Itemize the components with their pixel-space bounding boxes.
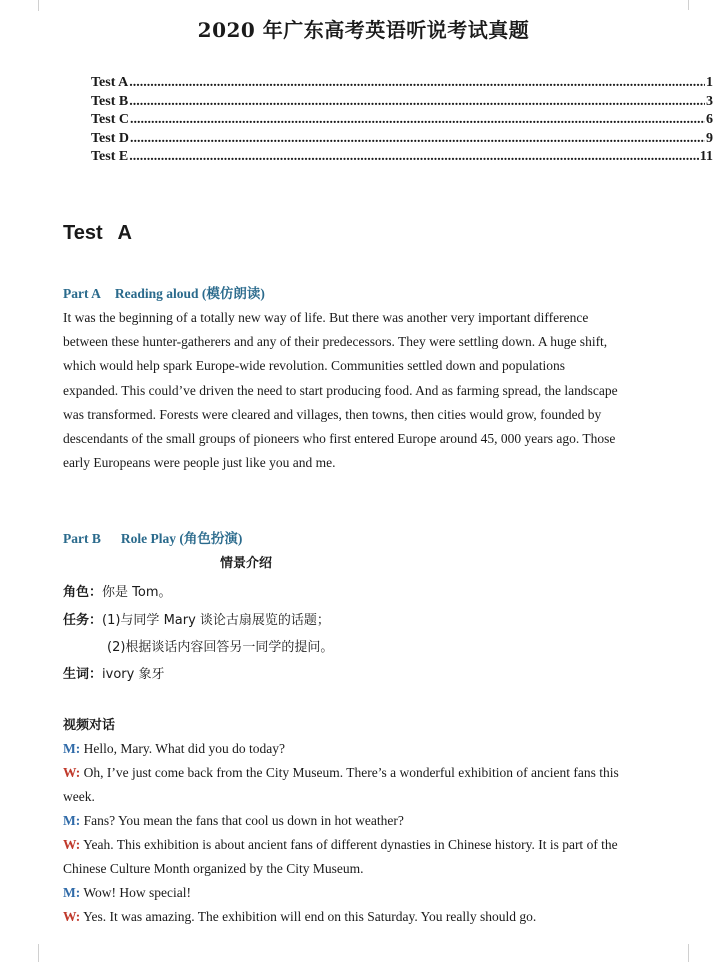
- toc-leader-dots: [129, 75, 705, 91]
- toc-entry-label: Test C: [91, 112, 129, 127]
- speaker-label: W:: [63, 765, 81, 780]
- speaker-label: M:: [63, 741, 81, 756]
- table-of-contents: [91, 75, 713, 168]
- speaker-label: W:: [63, 837, 81, 852]
- vocab-line: [63, 663, 164, 682]
- speaker-label: W:: [63, 909, 81, 924]
- toc-entry-label: Test D: [91, 130, 129, 146]
- toc-entry[interactable]: [91, 149, 713, 168]
- part-a-label: Part A: [63, 286, 101, 301]
- role-label: 角色：: [63, 585, 103, 600]
- vocab-label: 生词：: [63, 667, 103, 682]
- role-text: 你是 Tom。: [102, 585, 172, 600]
- toc-entry-label: Test B: [91, 93, 129, 109]
- dialogue-line: [63, 809, 623, 833]
- dialogue-text: Fans? You mean the fans that cool us down in hot weather?: [83, 813, 404, 828]
- task-line: [63, 609, 330, 628]
- task-line-2: [107, 636, 333, 655]
- toc-entry-page: 3: [706, 93, 713, 109]
- role-line: [63, 581, 172, 600]
- dialogue-line: [63, 881, 623, 905]
- toc-leader-dots: [129, 94, 705, 110]
- page-corner-mark: [38, 0, 39, 11]
- dialogue-text: Yes. It was amazing. The exhibition will end on this Saturday. You really should go.: [83, 909, 537, 924]
- test-heading: Test A: [63, 222, 132, 244]
- page-corner-mark: [688, 0, 689, 10]
- toc-entry-page: 1: [706, 75, 713, 90]
- part-b-heading: [63, 527, 242, 547]
- video-dialogue-heading: 视频对话: [63, 718, 116, 733]
- task-label: 任务：: [63, 613, 103, 628]
- dialogue-line: [63, 833, 623, 881]
- toc-entry-label: Test A: [91, 75, 129, 90]
- toc-entry-page: 11: [699, 149, 713, 164]
- toc-leader-dots: [130, 131, 705, 147]
- scenario-heading: 情景介绍: [220, 556, 273, 571]
- toc-entry[interactable]: [91, 112, 713, 131]
- dialogue-text: Yeah. This exhibition is about ancient fans of different dynasties in Chinese history. It is part of the Chinese Culture Month organized by the City Museum.: [63, 837, 618, 876]
- dialogue-line: [63, 905, 623, 929]
- dialogue-text: Wow! How special!: [83, 885, 192, 900]
- dialogue-text: Hello, Mary. What did you do today?: [83, 741, 285, 756]
- dialogue-line: [63, 737, 623, 761]
- task-item-1: (1)与同学 Mary 谈论古扇展览的话题；: [102, 613, 330, 628]
- toc-entry-label: Test E: [91, 149, 129, 164]
- speaker-label: M:: [63, 885, 81, 900]
- vocab-text: ivory 象牙: [102, 667, 165, 682]
- toc-leader-dots: [129, 149, 699, 165]
- dialogue-text: Oh, I’ve just come back from the City Museum. There’s a wonderful exhibition of ancient fans this week.: [63, 765, 619, 804]
- reading-passage: It was the beginning of a totally new way of life. But there was another very important difference between these hunter-gatherers and any of their predecessors. They were settling down. A huge shift, which would help spark Europe-wide revolution. Communities settled down and populations expanded. This could’ve driven the need to start producing food. And as farming spread, the landscape was transformed. Forests were cleared and villages, then towns, then cities would grow, founded by descendants of the small groups of pioneers who first entered Europe around 45, 000 years ago. Those early Europeans were people just like you and me.: [63, 310, 618, 471]
- document-title: 2020 年广东高考英语听说考试真题: [197, 18, 530, 42]
- part-b-title: Role Play (角色扮演): [120, 531, 243, 546]
- task-item-2: (2)根据谈话内容回答另一同学的提问。: [107, 640, 334, 655]
- part-a-heading: [63, 282, 265, 302]
- toc-entry[interactable]: [91, 75, 713, 94]
- part-b-label: Part B: [63, 531, 101, 546]
- speaker-label: M:: [63, 813, 81, 828]
- toc-entry[interactable]: [91, 94, 713, 113]
- toc-entry[interactable]: [91, 131, 713, 150]
- dialogue-line: [63, 761, 623, 809]
- part-a-title: Reading aloud (模仿朗读): [114, 286, 265, 301]
- page-corner-mark: [688, 944, 689, 962]
- toc-entry-page: 6: [706, 112, 713, 127]
- toc-entry-page: 9: [706, 130, 713, 146]
- page-corner-mark: [38, 944, 39, 962]
- dialogue: [63, 737, 623, 929]
- toc-leader-dots: [130, 112, 705, 128]
